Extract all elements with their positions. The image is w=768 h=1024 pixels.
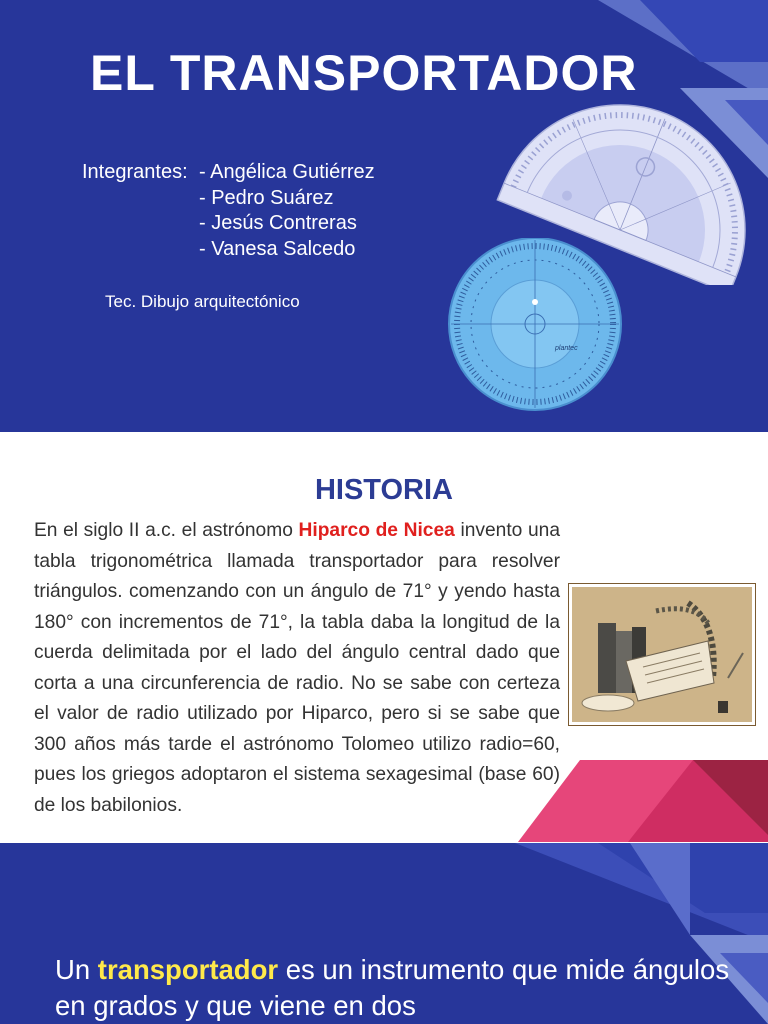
definition-text-start: Un: [55, 954, 98, 985]
definition-text-rest: es un instrumento que mide ángulos en grados y que viene en dos: [55, 954, 730, 1021]
definition-text: [55, 952, 755, 1024]
history-text-rest: invento una tabla trigonométrica llamada transportador para resolver triángulos. comenzando con un ángulo de 71° y yendo hasta 180° con incrementos de 71°, la tabla daba la longitud de la cuerda delimitada por el lado del ángulo central dado que corta a una circunferencia de radio. No se sabe con certeza el valor de radio utilizado por Hiparco, pero si se sabe que 300 años más tarde el astrónomo Tolomeo utilizo radio=60, pues los griegos adoptaron el sistema sexagesimal (base 60) de los babilonios.: [34, 520, 560, 816]
history-text-start: En el siglo II a.c. el astrónomo: [34, 520, 299, 541]
member-name: - Angélica Gutiérrez: [199, 161, 375, 183]
hiparco-highlight: Hiparco de Nicea: [298, 520, 455, 541]
history-paragraph: [34, 516, 560, 821]
member-name: - Vanesa Salcedo: [199, 237, 356, 260]
transportador-keyword: transportador: [97, 954, 279, 985]
antique-books-image: [568, 583, 756, 726]
protractor-brand-text: plantec: [555, 345, 578, 352]
members-list: [82, 160, 375, 262]
subject-label: Tec. Dibujo arquitectónico: [105, 292, 300, 311]
history-heading: HISTORIA: [314, 474, 454, 506]
members-label: Integrantes:: [82, 161, 188, 183]
round-protractor-image: [447, 238, 627, 413]
cover-slide: [0, 0, 768, 432]
slide-title: EL TRANSPORTADOR: [90, 45, 638, 101]
member-name: - Jesús Contreras: [199, 212, 357, 234]
member-name: - Pedro Suárez: [199, 186, 334, 209]
